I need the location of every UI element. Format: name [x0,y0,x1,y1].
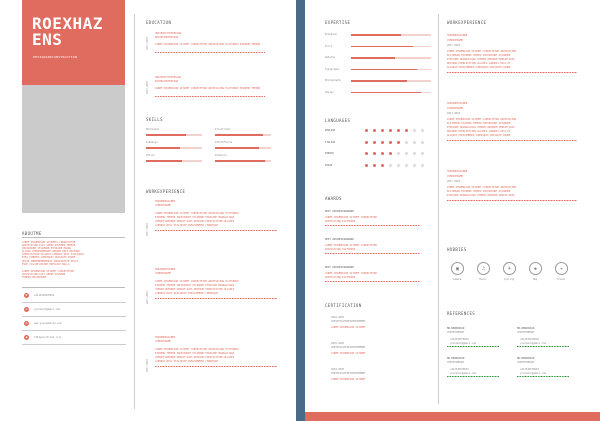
education-squiggle [155,52,265,53]
cert-desc: LOREM IPSUMDOLOR SITAMET [331,326,366,329]
education-title: EDUCATION [146,20,172,25]
education-years: 2017-2018 [146,81,149,94]
skills-title: SKILLS [146,117,163,122]
contact-row [22,332,126,345]
reference-mail: yourmail@gmail.com [520,372,546,375]
language-dot [381,141,384,144]
education-desc: LOREM IPSUMDOLOR SITAMET CONSECTETUR ADIPISICING ELITSEDDO EIUSMOD TEMPOR [155,87,261,90]
contact-row [22,290,126,303]
reference-mail: yourmail@gmail.com [450,342,476,345]
about-line: ALIQUA UTENIMADMINIM VENIAM QUIS NOSTRUD [22,250,80,254]
language-label: ITALIAN [325,140,336,144]
certification-item [325,368,433,394]
expertise-bar [351,34,431,36]
phone-icon: ☎ [25,292,28,297]
reference-name: MR.BEDROSIAN [447,357,465,360]
skill-label: Premiere [215,154,227,157]
work2-desc-line: ETDOLORE MAGNAALIQUA UTENIM ADMINIM VENIAM QUIS [447,126,515,129]
language-dot [373,141,376,144]
hobby-label: Cycling [503,278,515,281]
expertise-label: Print [325,44,333,48]
work-years: 2017-2018 [146,223,149,236]
about-line: ESSE CILLUM DOLORE EUFUGIAT NULLA [22,262,70,266]
references-title: REFERENCES [447,311,476,316]
mail-icon: ✉ [25,306,28,311]
awards-list [325,210,433,294]
cert-years: 2018-2020 [331,342,344,345]
work2-desc-line: LOREM IPSUMDOLOR SITAMET CONSECTETUR ADIPISICING [447,186,517,189]
language-dot [381,164,384,167]
language-dot [373,129,376,132]
work2-desc-line: LOREM IPSUMDOLOR SITAMET CONSECTETUR ADIPISICING [447,118,517,121]
expertise-label: Website [325,56,336,59]
contact-list [22,290,126,346]
language-dot [389,129,392,132]
work-company: COMPANYNAME [155,204,171,207]
work2-desc-line: ALIQUIP EXEACOMMODO CONSEQUAT DUISAUTE IRURE [447,134,511,137]
award-item [325,210,433,238]
award-line: ADIPISICING ELITSEDDO [325,220,356,223]
language-dot [413,141,416,144]
work2-years: 2017-2018 [447,180,460,183]
work2-company: COMPANYNAME [447,175,463,178]
expertise-bar-fill [351,34,401,36]
expertise-label: Typography [325,67,340,71]
reference-squiggle [447,346,499,347]
contact-text: +0112345678910 [34,293,55,297]
work-desc-line: LABORIS NISI UTALIQUIP EXEACOMMODO CONSEQUAT [155,360,219,363]
reference-squiggle [517,376,569,377]
work2-desc-line: ELITSEDDO EIUSMOD TEMPOR INCIDIDUNT UTLABORE [447,190,511,193]
expertise-bar-fill [351,57,395,59]
work2-desc-line: NOSTRUD EXERCITATION ULLAMCO LABORIS NISI UT [447,130,511,133]
reference-role: CEOOFCOMPANY [447,331,465,334]
award-line: LOREM IPSUMDOLOR SITAMET CONSECTETUR [325,272,377,275]
reference-role: CEOOFCOMPANY [517,361,535,364]
work-company: COMPANYNAME [155,340,171,343]
award-line: ADIPISICING ELITSEDDO [325,248,356,251]
work2-desc-line: LOREM IPSUMDOLOR SITAMET CONSECTETUR ADIPISICING [447,50,517,53]
work-title: WORKEXPERIENCE [146,189,186,194]
reference-name: MR.BEDROSIAN [447,327,465,330]
award-title: BEST 2018DESIGNAWARD [325,238,354,241]
work-role: SENIORDESIGNER [155,336,176,339]
language-dot [381,152,384,155]
expertise-bar [351,92,431,94]
languages-title: LANGUAGES [325,118,351,123]
work-squiggle [155,298,277,299]
degree-name: BACHELOROFDESIGN [155,36,179,39]
award-item [325,238,433,266]
work2-item [447,166,587,238]
resume-page-1 [0,0,296,421]
language-dot [413,164,416,167]
page2-footer-bar [305,412,600,421]
about-line: ADIPISICING ELIT SEDDO EIUSMOD TEMPOR [22,244,76,248]
language-dot [421,164,424,167]
camera-icon: ▣ [451,262,464,275]
work-desc-line: EIUSMOD TEMPOR INCIDIDUNT UTLABORE ETDOLORE MAGNAALIQUA [155,216,235,219]
about-bottom-rule [22,287,125,288]
work2-desc-line: ELITSEDDO EIUSMOD TEMPOR INCIDIDUNT UTLABORE [447,54,511,57]
award-line: LOREM IPSUMDOLOR SITAMET CONSECTETUR [325,244,377,247]
resume-page-2 [305,0,600,421]
work2-desc-line: ALIQUIP EXEACOMMODO CONSEQUAT DUISAUTE IRURE [447,66,511,69]
reference-phone: +012345678910 [450,368,469,371]
work2-desc-line: NOSTRUD EXERCITATION ULLAMCO LABORIS NISI UT [447,62,511,65]
work2-role: SENIORDESIGNER [447,102,468,105]
contact-row [22,304,126,317]
language-label: ENGLISH [325,129,336,132]
reference-mail: yourmail@gmail.com [450,372,476,375]
language-dot [405,164,408,167]
work-list [146,198,278,402]
degree-name: BACHELOROFDESIGN [155,80,179,83]
about-line: DOLOR INREPREHENDERIT INVOLUPTATE VELIT [22,259,79,263]
expertise-bar [351,80,431,82]
cycling-icon: ⚘ [503,262,516,275]
skill-bar-fill [215,147,259,149]
work2-item [447,30,587,98]
travel-icon: ✈ [555,262,568,275]
work2-desc-line: ETDOLORE MAGNAALIQUA UTENIM ADMINIM VENIAM QUIS [447,58,515,61]
language-dot [389,141,392,144]
about-line: INCIDIDUNT UTLABORE ETDOLORE MAGNA [22,247,71,251]
skill-bar-fill [146,160,182,162]
cert-years: 2018-2020 [331,316,344,319]
language-dot [389,152,392,155]
page2-divider [438,14,439,404]
language-dot [421,152,424,155]
skill-bar [146,160,202,162]
music-icon: ♫ [477,262,490,275]
expertise-label: Photography [325,79,341,82]
about-line: ADIPISICING ELIT SEDDO EIUSMOD [22,273,66,277]
work-desc-line: UTENIM ADMINIM VENIAM QUIS NOSTRUD EXERCITATION ULLAMCO [155,356,235,359]
sidebar-gray-block [22,85,125,213]
cert-years: 2018-2020 [331,368,344,371]
cert-desc: LOREM IPSUMDOLOR SITAMET [331,378,366,381]
hobby-label: Map [532,278,538,281]
education-squiggle [155,96,265,97]
work-desc-line: LABORIS NISI UTALIQUIP EXEACOMMODO CONSEQUAT [155,224,219,227]
expertise-bar-fill [351,69,417,71]
subtitle: DESIGNANDCONSTRUCTION [33,55,78,59]
about-rule [22,237,125,238]
language-dot [405,129,408,132]
awards-title: AWARDS [325,196,342,201]
skill-bar [146,147,202,149]
work-squiggle [155,230,277,231]
work2-squiggle [447,140,577,141]
about-line: EXERCITATION ULLAMCO LABORIS NISI UTALIQUIP [22,253,84,257]
work-squiggle [155,366,277,367]
language-dot [397,152,400,155]
education-item [146,28,278,72]
work-company: COMPANYNAME [155,272,171,275]
language-dot [373,152,376,155]
expertise-bar-fill [351,80,407,82]
contact-text: www.yourwebsite.com [34,321,62,325]
name-line-2: ENS [32,30,63,49]
cert-desc: LOREM IPSUMDOLOR SITAMET [331,352,366,355]
work2-years: 2017-2018 [447,112,460,115]
work2-list [447,30,587,238]
work2-desc-line: ELITSEDDO EIUSMOD TEMPOR INCIDIDUNT UTLABORE [447,122,511,125]
skill-label: InDesign [146,141,158,144]
reference-name: MR.BEDROSIAN [517,357,535,360]
work-desc-line: LABORIS NISI UTALIQUIP EXEACOMMODO CONSEQUAT [155,292,219,295]
hobby-label: Travel [556,278,566,281]
work2-role: SENIORDESIGNER [447,34,468,37]
contact-text: 1234yourstreet,city [34,335,62,339]
web-icon: ◎ [25,320,28,325]
language-dot [373,164,376,167]
expertise-title: EXPERTISE [325,20,351,25]
cert-name: CERTIFICATEOFACHIEVEMENT [331,320,366,323]
work2-title: WORKEXPERIENCE [447,20,487,25]
name-title [32,16,103,48]
award-title: BEST 2018DESIGNAWARD [325,210,354,213]
award-squiggle [325,225,420,226]
about-text [22,241,126,266]
reference-role: CEOOFCOMPANY [447,361,465,364]
skill-bar-fill [146,134,186,136]
language-dot [365,141,368,144]
work-desc-line: EIUSMOD TEMPOR INCIDIDUNT UTLABORE ETDOLORE MAGNAALIQUA [155,352,235,355]
language-label: FRENCH [325,152,334,155]
work2-squiggle [447,200,577,201]
expertise-label: Branding [325,33,337,36]
school-name: UNIVERSITYOFDESIGN [155,76,181,79]
work-desc-line: UTENIM ADMINIM VENIAM QUIS NOSTRUD EXERCITATION ULLAMCO [155,288,235,291]
map-icon: ◈ [529,262,542,275]
language-dot [389,164,392,167]
work-item [146,334,278,402]
contact-row [22,318,126,331]
about-title: ABOUTME [22,231,42,236]
skill-bar-fill [146,147,180,149]
cert-name: CERTIFICATEOFACHIEVEMENT [331,372,366,375]
education-item [146,72,278,116]
work2-item [447,98,587,166]
award-title: BEST 2018DESIGNAWARD [325,266,354,269]
language-dot [397,129,400,132]
school-name: UNIVERSITYOFDESIGN [155,32,181,35]
skill-bar-fill [215,160,265,162]
work-desc-line: UTENIM ADMINIM VENIAM QUIS NOSTRUD EXERCITATION ULLAMCO [155,220,235,223]
expertise-bar [351,57,431,59]
hobbies-list [447,262,587,288]
work-desc-line: LOREM IPSUMDOLOR SITAMET CONSECTETUR ADIPISICING ELITSEDDO [155,348,239,351]
skill-label: Illustrator [215,128,231,131]
reference-squiggle [517,346,569,347]
work-role: SENIORDESIGNER [155,268,176,271]
name-line-1: ROEXHAZ [32,14,103,33]
certification-title: CERTIFICATION [325,303,362,308]
education-years: 2017-2018 [146,37,149,50]
reference-phone: +012345678910 [450,338,469,341]
about-line: EXEA COMMODO CONSEQUAT DUISAUTE IRURE [22,256,76,260]
reference-name: MR.BEDROSIAN [517,327,535,330]
cert-name: CERTIFICATEOFACHIEVEMENT [331,346,366,349]
expertise-bar-fill [351,46,413,48]
work-desc-line: LOREM IPSUMDOLOR SITAMET CONSECTETUR ADIPISICING ELITSEDDO [155,212,239,215]
expertise-bar [351,46,431,48]
work-desc-line: LOREM IPSUMDOLOR SITAMET CONSECTETUR ADIPISICING ELITSEDDO [155,280,239,283]
page1-divider [134,14,135,409]
work2-desc-line: ETDOLORE MAGNAALIQUA UTENIM ADMINIM VENIAM QUIS [447,194,515,197]
work-years: 2017-2018 [146,359,149,372]
award-line: LOREM IPSUMDOLOR SITAMET CONSECTETUR [325,216,377,219]
work-years: 2017-2018 [146,291,149,304]
language-dot [405,141,408,144]
expertise-label: Design [325,90,334,94]
work2-years: 2017-2018 [447,44,460,47]
language-dot [421,141,424,144]
work2-company: COMPANYNAME [447,39,463,42]
reference-phone: +012345678910 [520,338,539,341]
language-dot [397,141,400,144]
reference-squiggle [447,376,499,377]
language-dot [365,152,368,155]
languages-list [325,129,433,179]
award-squiggle [325,253,420,254]
award-squiggle [325,281,420,282]
skills-grid [146,128,278,173]
skill-label: Photoshop [146,128,159,131]
award-line: ADIPISICING ELITSEDDO [325,276,356,279]
language-dot [413,152,416,155]
about-line: LOREM IPSUMDOLOR SITAMET CONSECTETUR [22,270,74,273]
about-text-2 [22,270,126,279]
contact-text: yourmail@gmail.com [34,307,60,311]
about-line: LOREM IPSUMDOLOR SITAMETS CONSECTETUR [22,241,76,244]
work-role: SENIORDESIGNER [155,200,176,203]
reference-mail: yourmail@gmail.com [520,342,546,345]
work-item [146,266,278,334]
language-label: SPAIN [325,163,333,167]
skill-label: Office [146,154,155,157]
language-dot [365,129,368,132]
language-dot [397,164,400,167]
certification-list [325,316,433,394]
work2-company: COMPANYNAME [447,107,463,110]
skill-label: AfterEffects [215,141,233,144]
work2-squiggle [447,72,577,73]
hobbies-title: HOBBIES [447,247,467,252]
work2-role: SENIORDESIGNER [447,170,468,173]
location-icon: ◉ [25,334,28,339]
work-desc-line: EIUSMOD TEMPOR INCIDIDUNT UTLABORE ETDOLORE MAGNAALIQUA [155,284,235,287]
hobby-label: Music [479,278,487,281]
award-item [325,266,433,294]
skill-bar-fill [215,134,263,136]
expertise-bar-fill [351,92,421,94]
expertise-list [325,33,433,101]
language-dot [421,129,424,132]
reference-phone: +012345678910 [520,368,539,371]
education-list [146,28,278,116]
skill-bar [215,134,271,136]
skill-bar [215,160,271,162]
work-item [146,198,278,266]
language-dot [365,164,368,167]
expertise-bar [351,69,431,71]
about-line: TEMPOR INCIDIDUNT [22,276,47,280]
reference-role: CEOOFCOMPANY [517,331,535,334]
skill-bar [215,147,271,149]
certification-item [325,316,433,342]
certification-item [325,342,433,368]
education-desc: LOREM IPSUMDOLOR SITAMET CONSECTETUR ADIPISICING ELITSEDDO EIUSMOD TEMPOR [155,43,261,46]
skill-bar [146,134,202,136]
hobby-label: Camera [452,278,462,281]
language-dot [413,129,416,132]
language-dot [381,129,384,132]
language-dot [405,152,408,155]
